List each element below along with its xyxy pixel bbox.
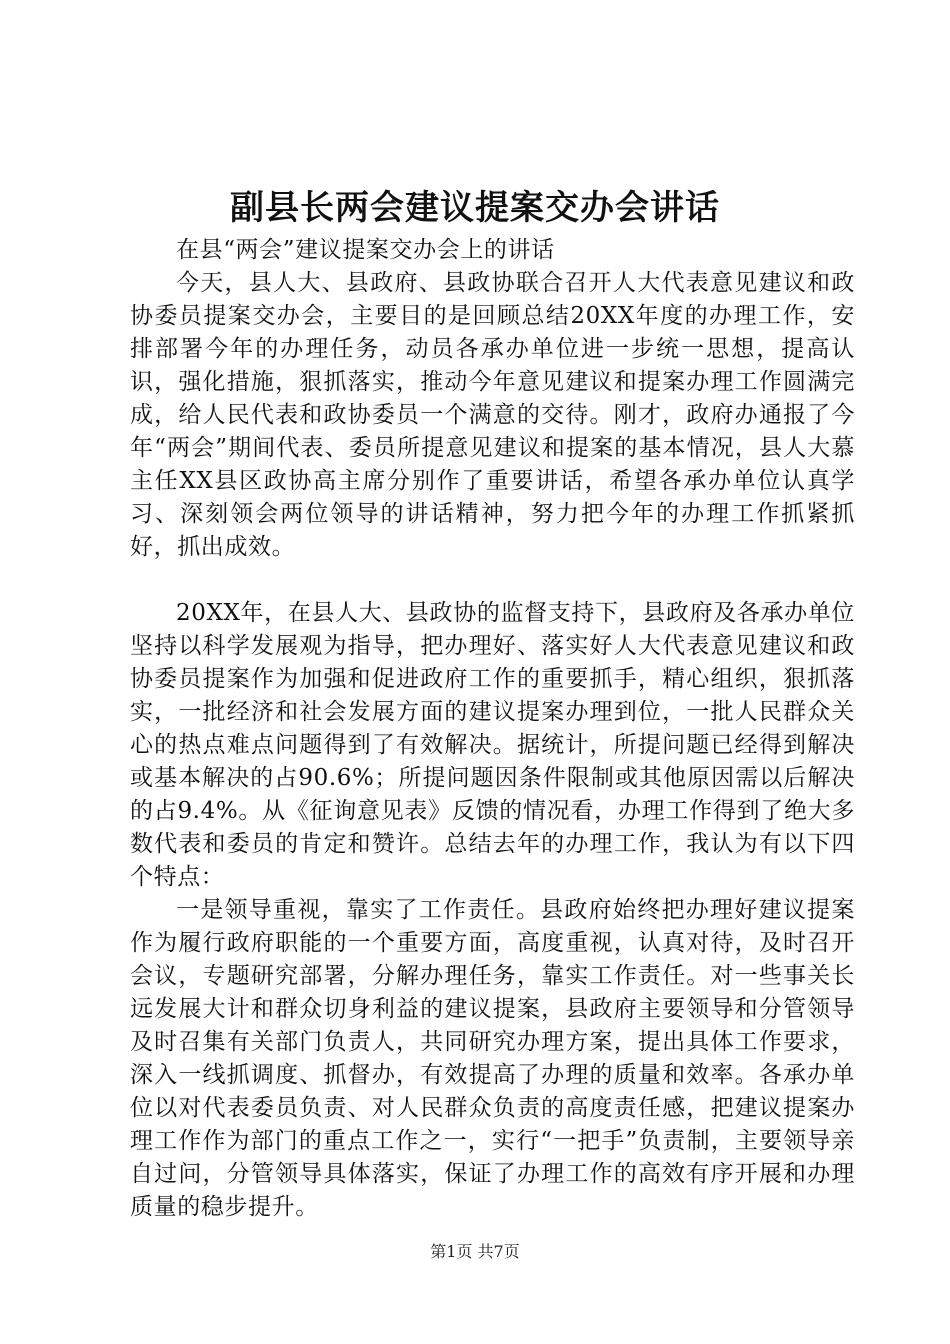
- page-footer: 第1页 共7页: [430, 1242, 520, 1261]
- speech-subtitle: 在县“两会”建议提案交办会上的讲话: [176, 237, 555, 263]
- paragraph-point-one: 一是领导重视，靠实了工作责任。县政府始终把办理好建议提案作为履行政府职能的一个重要方面，高度重视，认真对待，及时召开会议，专题研究部署，分解办理任务，靠实工作责任。对一些事关长远发展大计和群众切身利益的建议提案，县政府主要领导和分管领导及时召集有关部门负责人，共同研究办理方案，提出具体工作要求，深入一线抓调度、抓督办，有效提高了办理的质量和效率。各承办单位以对代表委员负责、对人民群众负责的高度责任感，把建议提案办理工作作为部门的重点工作之一，实行“一把手”负责制，主要领导亲自过问，分管领导具体落实，保证了办理工作的高效有序开展和办理质量的稳步提升。: [130, 897, 855, 1220]
- paragraph-spacer: [130, 564, 855, 597]
- paragraph-intro: 今天，县人大、县政府、县政协联合召开人大代表意见建议和政协委员提案交办会，主要目的是回顾总结20XX年度的办理工作，安排部署今年的办理任务，动员各承办单位进一步统一思想，提高认识，强化措施，狠抓落实，推动今年意见建议和提案办理工作圆满完成，给人民代表和政协委员一个满意的交待。刚才，政府办通报了今年“两会”期间代表、委员所提意见建议和提案的基本情况，县人大慕主任XX县区政协高主席分别作了重要讲话，希望各承办单位认真学习、深刻领会两位领导的讲话精神，努力把今年的办理工作抓紧抓好，抓出成效。: [130, 270, 855, 560]
- document-body: [130, 234, 855, 1224]
- document-title: 副县长两会建议提案交办会讲话: [230, 188, 720, 228]
- paragraph-review: 20XX年，在县人大、县政协的监督支持下，县政府及各承办单位坚持以科学发展观为指导，把办理好、落实好人大代表意见建议和政协委员提案作为加强和促进政府工作的重要抓手，精心组织，狠抓落实，一批经济和社会发展方面的建议提案办理到位，一批人民群众关心的热点难点问题得到了有效解决。据统计，所提问题已经得到解决或基本解决的占90.6%；所提问题因条件限制或其他原因需以后解决的占9.4%。从《征询意见表》反馈的情况看，办理工作得到了绝大多数代表和委员的肯定和赞许。总结去年的办理工作，我认为有以下四个特点：: [130, 600, 855, 890]
